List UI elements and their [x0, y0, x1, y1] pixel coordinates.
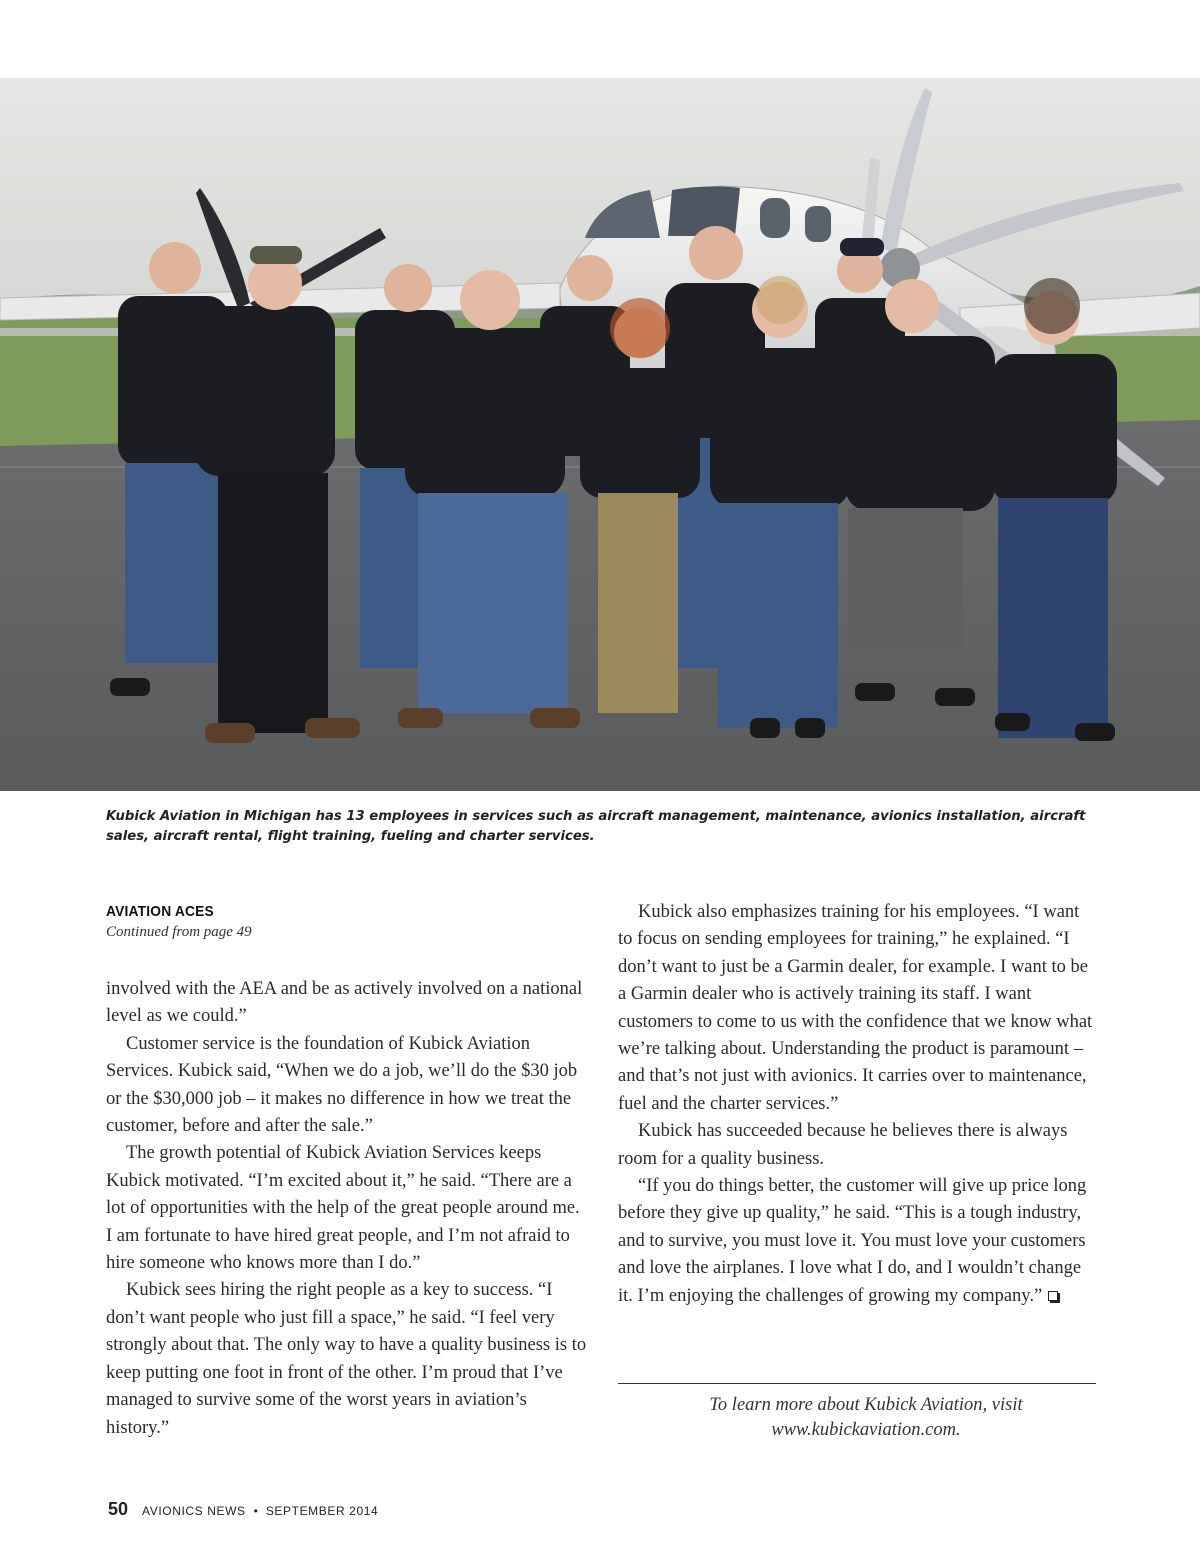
paragraph-text: “If you do things better, the customer will give up price long before they give up quality,” he said. “This is a tough industry, and to survive, you must love it. You must love your customers and love the airplanes. I love what I do, and I wouldn’t change it. I’m enjoying the challenges of growing my company.” [618, 1176, 1087, 1306]
section-title: AVIATION ACES [106, 903, 214, 920]
footer-separator: • [253, 1504, 258, 1518]
continued-note: Continued from page 49 [106, 924, 252, 940]
paragraph: Kubick has succeeded because he believes there is always room for a quality business. [618, 1121, 1068, 1169]
paragraph: Kubick sees hiring the right people as a key to success. “I don’t want people who just fill a space,” he said. “I feel very strongly about that. The only way to have a quality business is to keep putting one foot in front of the other. I’m proud that I’ve managed to survive some of the worst years in aviation’s history.” [106, 1280, 587, 1438]
learn-more-url: www.kubickaviation.com. [771, 1420, 961, 1440]
learn-more-line: To learn more about Kubick Aviation, visit [709, 1395, 1023, 1415]
article-column-left [106, 976, 588, 1442]
paragraph-final [618, 1173, 1096, 1310]
page-footer [108, 1499, 378, 1520]
end-mark-icon [1048, 1291, 1058, 1301]
page-number: 50 [108, 1499, 129, 1519]
publication-name: AVIONICS NEWS [142, 1504, 246, 1518]
issue-date: SEPTEMBER 2014 [265, 1504, 379, 1518]
paragraph: The growth potential of Kubick Aviation Services keeps Kubick motivated. “I’m excited about it,” he said. “There are a lot of opportunities with the help of the great people around me. I am fortunate to have hired great people, and I’m not afraid to hire someone who knows more than I do.” [106, 1143, 580, 1274]
divider-rule [618, 1383, 1096, 1384]
group-photo [0, 78, 1200, 791]
article-column-right [618, 899, 1096, 1310]
paragraph: Kubick also emphasizes training for his employees. “I want to focus on sending employees for training,” he explained. “I don’t want to just be a Garmin dealer, for example. I want to be a Garmin dealer who is actively training its staff. I want customers to come to us with the confidence that we know what we’re talking about. Understanding the product is paramount – and that’s not just with avionics. It carries over to maintenance, fuel and the charter services.” [618, 902, 1093, 1114]
paragraph: Customer service is the foundation of Kubick Aviation Services. Kubick said, “When we do a job, we’ll do the $30 job or the $30,000 job – it makes no difference in how we treat the customer, before and after the sale.” [106, 1033, 578, 1137]
paragraph: involved with the AEA and be as actively involved on a national level as we could.” [106, 979, 583, 1027]
group-photo-airplane-image [0, 78, 1200, 791]
photo-caption: Kubick Aviation in Michigan has 13 employees in services such as aircraft management, maintenance, avionics installation, aircraft sales, aircraft rental, flight training, fueling and charter services. [106, 809, 1086, 844]
learn-more-note [618, 1393, 1114, 1443]
